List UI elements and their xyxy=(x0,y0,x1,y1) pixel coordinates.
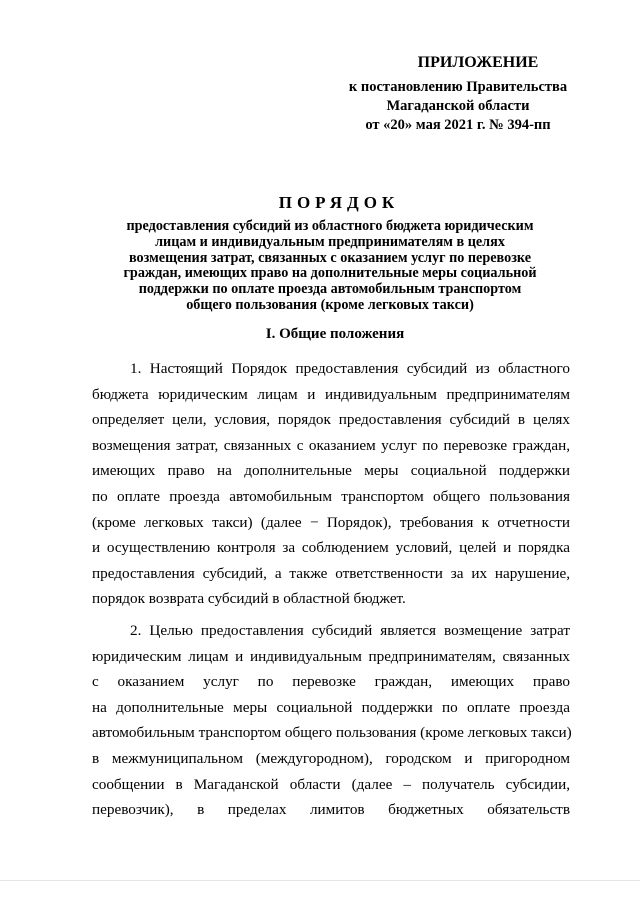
paragraph-2 xyxy=(92,618,570,823)
appendix-heading: ПРИЛОЖЕНИЕ xyxy=(417,54,539,71)
subtitle-line: лицам и индивидуальным предпринимателям в целях xyxy=(155,233,505,250)
paragraph-line: и осуществлению контроля за соблюдением условий, целей и порядка xyxy=(92,539,570,557)
paragraph-line: 2. Целью предоставления субсидий является возмещение затрат xyxy=(130,622,570,639)
paragraph-line: в межмуниципальном (междугородном), городском и пригородном xyxy=(92,749,570,767)
paragraph-line: возмещения затрат, связанных с оказанием услуг по перевозке граждан, xyxy=(92,436,570,454)
paragraph-line: порядок возврата субсидий в областной бюджет. xyxy=(92,590,406,608)
paragraph-line: имеющих право на дополнительные меры социальной поддержки xyxy=(92,462,570,480)
document-subtitle xyxy=(80,219,580,314)
appendix-line: к постановлению Правительства xyxy=(348,79,568,95)
paragraph-line: на дополнительные меры социальной поддержки по оплате проезда xyxy=(92,698,570,716)
paragraph-line: (кроме легковых такси) (далее − Порядок), требования к отчетности xyxy=(92,513,570,531)
subtitle-line: граждан, имеющих право на дополнительные меры социальной xyxy=(123,265,537,282)
paragraph-line: сообщении в Магаданской области (далее – получатель субсидии, xyxy=(92,775,570,793)
paragraph-line: автомобильным транспортом общего пользования (кроме легковых такси) xyxy=(92,724,572,742)
paragraph-line: определяет цели, условия, порядок предоставления субсидий в целях xyxy=(92,411,570,429)
appendix-block xyxy=(328,53,588,135)
paragraph-line: бюджета юридическим лицам и индивидуальным предпринимателям xyxy=(92,385,570,403)
appendix-line: от «20» мая 2021 г. № 394-пп xyxy=(365,117,551,133)
subtitle-line: предоставления субсидий из областного бюджета юридическим xyxy=(126,218,534,234)
paragraph-line: 1. Настоящий Порядок предоставления субсидий из областного xyxy=(130,360,570,377)
subtitle-line: общего пользования (кроме легковых такси) xyxy=(186,296,474,313)
paragraph-line: юридическим лицам и индивидуальным предпринимателям, связанных xyxy=(92,647,570,665)
section-heading: I. Общие положения xyxy=(265,326,405,342)
subtitle-line: поддержки по оплате проезда автомобильным транспортом xyxy=(138,281,522,298)
document-title: ПОРЯДОК xyxy=(278,193,400,212)
subtitle-line: возмещения затрат, связанных с оказанием услуг по перевозке xyxy=(128,249,532,266)
appendix-line: Магаданской области xyxy=(386,98,530,114)
paragraph-line: перевозчик), в пределах лимитов бюджетных обязательств xyxy=(92,801,570,819)
paragraph-1 xyxy=(92,356,570,612)
paragraph-line: с оказанием услуг по перевозке граждан, имеющих право xyxy=(92,673,570,691)
page-edge-divider xyxy=(0,880,640,881)
paragraph-line: по оплате проезда автомобильным транспортом общего пользования xyxy=(92,487,570,505)
paragraph-line: предоставления субсидий, а также ответственности за их нарушение, xyxy=(92,564,570,582)
